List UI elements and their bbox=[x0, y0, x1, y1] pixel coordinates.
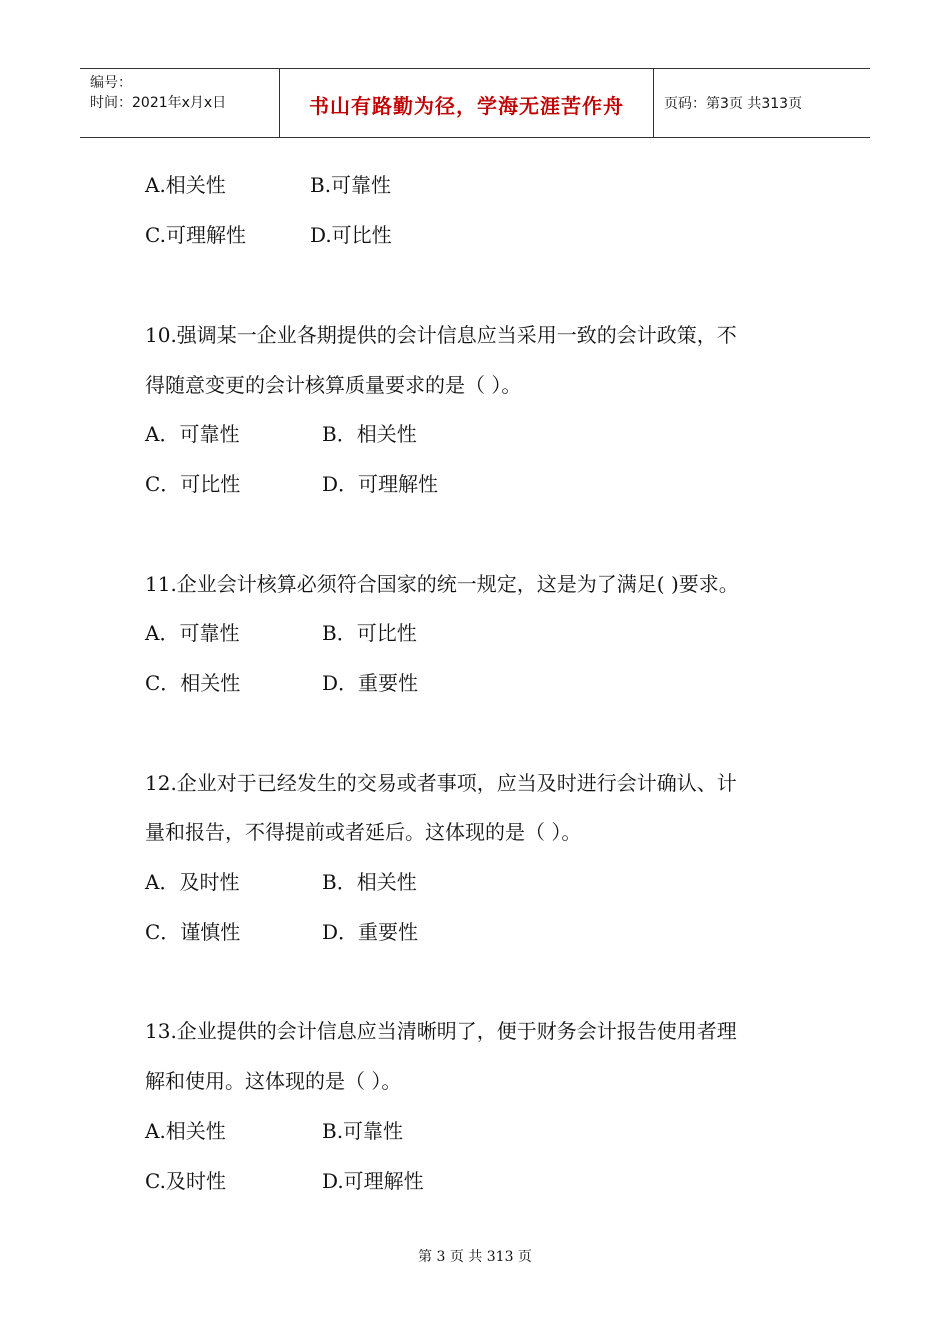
question-text-line: 13.企业提供的会计信息应当清晰明了，便于财务会计报告使用者理 bbox=[145, 1019, 737, 1043]
question-text-line: 解和使用。这体现的是（ ）。 bbox=[145, 1069, 402, 1093]
header-motto-cell bbox=[280, 69, 654, 137]
option-right: D．重要性 bbox=[322, 920, 419, 944]
option-left: A.相关性 bbox=[145, 1119, 226, 1143]
option-right: B．相关性 bbox=[322, 870, 417, 894]
option-right: D．可理解性 bbox=[322, 472, 439, 496]
page-header bbox=[80, 68, 870, 138]
question-text-line: 11.企业会计核算必须符合国家的统一规定，这是为了满足( )要求。 bbox=[145, 572, 739, 596]
option-left: A.相关性 bbox=[145, 173, 226, 197]
option-right: B.可靠性 bbox=[322, 1119, 404, 1143]
option-left: A．可靠性 bbox=[145, 422, 240, 446]
option-left: A．可靠性 bbox=[145, 621, 240, 645]
number-label: 编号： bbox=[90, 75, 132, 91]
header-page-info: 页码：第3页 共313页 bbox=[664, 96, 803, 112]
option-left: C．可比性 bbox=[145, 472, 241, 496]
page-footer: 第 3 页 共 313 页 bbox=[418, 1249, 532, 1265]
question-text-line: 量和报告，不得提前或者延后。这体现的是（ ）。 bbox=[145, 820, 582, 844]
option-right: B.可靠性 bbox=[310, 173, 392, 197]
option-left: C．谨慎性 bbox=[145, 920, 241, 944]
time-label: 时间：2021年x月x日 bbox=[90, 95, 227, 111]
header-motto: 书山有路勤为径，学海无涯苦作舟 bbox=[309, 93, 624, 118]
option-right: D．重要性 bbox=[322, 671, 419, 695]
question-text-line: 12.企业对于已经发生的交易或者事项，应当及时进行会计确认、计 bbox=[145, 771, 737, 795]
option-left: A．及时性 bbox=[145, 870, 240, 894]
option-left: C.可理解性 bbox=[145, 223, 246, 247]
option-right: B．可比性 bbox=[322, 621, 417, 645]
header-left-cell bbox=[80, 69, 280, 137]
option-left: C．相关性 bbox=[145, 671, 241, 695]
option-right: D.可理解性 bbox=[322, 1169, 424, 1193]
option-right: D.可比性 bbox=[310, 223, 392, 247]
option-right: B．相关性 bbox=[322, 422, 417, 446]
option-left: C.及时性 bbox=[145, 1169, 226, 1193]
question-text-line: 得随意变更的会计核算质量要求的是（ ）。 bbox=[145, 373, 522, 397]
question-text-line: 10.强调某一企业各期提供的会计信息应当采用一致的会计政策，不 bbox=[145, 323, 737, 347]
